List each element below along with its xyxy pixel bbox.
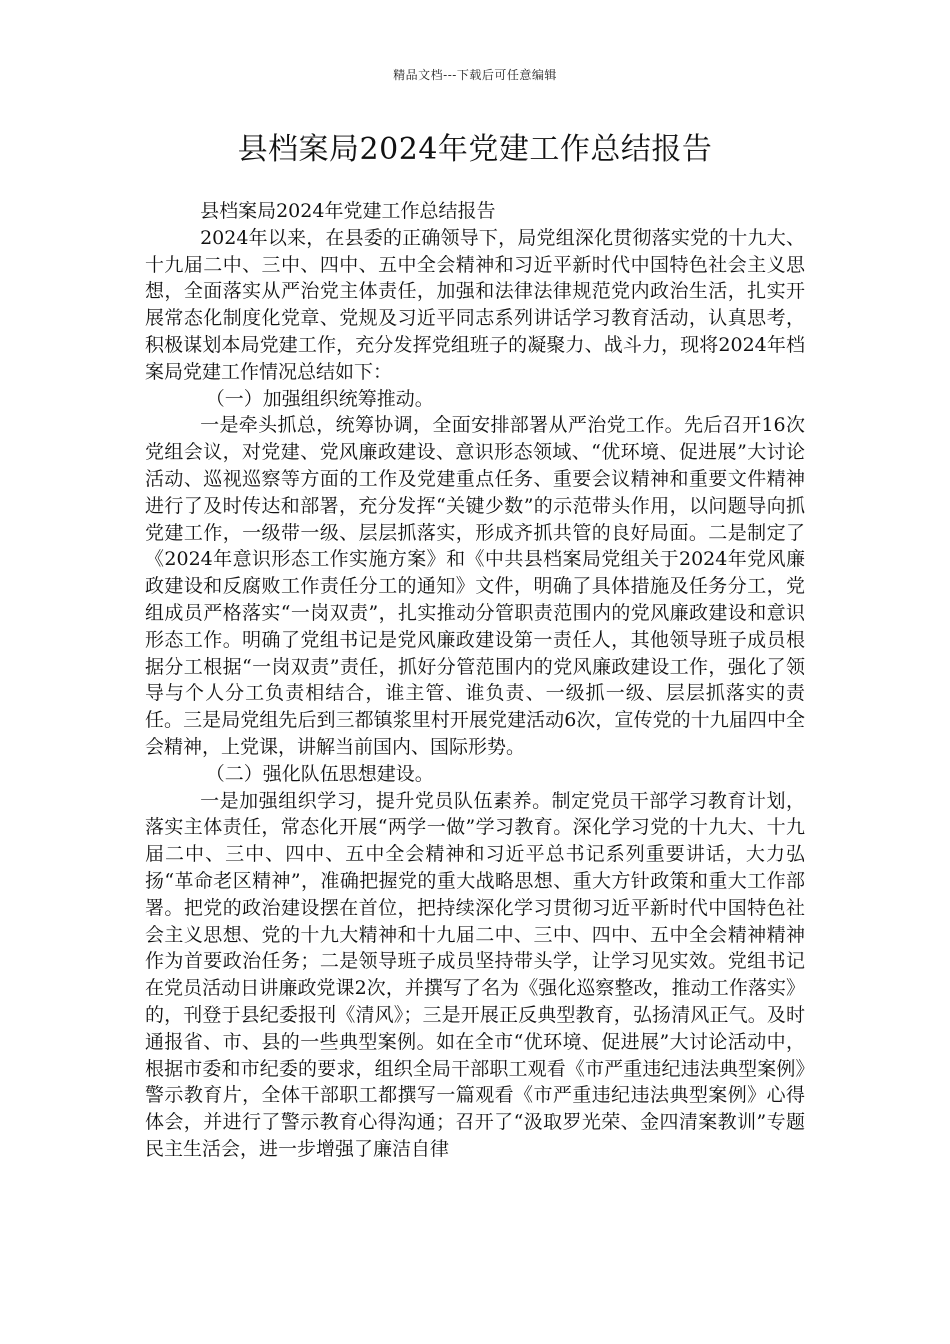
section-heading-2: （二）强化队伍思想建设。 [205,762,434,785]
document-title: 县档案局2024年党建工作总结报告 [237,132,713,167]
document-body [145,198,805,1163]
section-heading-1: （一）加强组织统筹推动。 [205,387,434,410]
paragraph-section-2: 一是加强组织学习，提升党员队伍素养。制定党员干部学习教育计划，落实主体责任，常态化开展“两学一做”学习教育。深化学习党的十九大、十九届二中、三中、四中、五中全会精神和习近平总书记系列重要讲话，大力弘扬“革命老区精神”，准确把握党的重大战略思想、重大方针政策和重大工作部署。把党的政治建设摆在首位，把持续深化学习贯彻习近平新时代中国特色社会主义思想、党的十九大精神和十九届二中、三中、四中、五中全会精神精神作为首要政治任务；二是领导班子成员坚持带头学，让学习见实效。党组书记在党员活动日讲廉政党课2次，并撰写了名为《强化巡察整改，推动工作落实》的，刊登于县纪委报刊《清风》；三是开展正反典型教育，弘扬清风正气。及时通报省、市、县的一些典型案例。如在全市“优环境、促进展”大讨论活动中，根据市委和市纪委的要求，组织全局干部职工观看《市严重违纪违法典型案例》警示教育片，全体干部职工都撰写一篇观看《市严重违纪违法典型案例》心得体会，并进行了警示教育心得沟通；召开了“汲取罗光荣、金四清案教训”专题民主生活会，进一步增强了廉洁自律 [145,789,805,1160]
paragraph-subtitle: 县档案局2024年党建工作总结报告 [200,200,496,222]
paragraph-section-1: 一是牵头抓总，统筹协调，全面安排部署从严治党工作。先后召开16次党组会议，对党建、党风廉政建设、意识形态领域、“优环境、促进展”大讨论活动、巡视巡察等方面的工作及党建重点任务、重要会议精神和重要文件精神进行了及时传达和部署，充分发挥“关键少数”的示范带头作用，以问题导向抓党建工作，一级带一级、层层抓落实，形成齐抓共管的良好局面。二是制定了《2024年意识形态工作实施方案》和《中共县档案局党组关于2024年党风廉政建设和反腐败工作责任分工的通知》文件，明确了具体措施及任务分工，党组成员严格落实“一岗双责”，扎实推动分管职责范围内的党风廉政建设和意识形态工作。明确了党组书记是党风廉政建设第一责任人，其他领导班子成员根据分工根据“一岗双责”责任，抓好分管范围内的党风廉政建设工作，强化了领导与个人分工负责相结合，谁主管、谁负责、一级抓一级、层层抓落实的责任。三是局党组先后到三都镇浆里村开展党建活动6次，宣传党的十九届四中全会精神，上党课，讲解当前国内、国际形势。 [145,414,805,758]
paragraph-intro: 2024年以来，在县委的正确领导下，局党组深化贯彻落实党的十九大、十九届二中、三中、四中、五中全会精神和习近平新时代中国特色社会主义思想，全面落实从严治党主体责任，加强和法律法律规范党内政治生活，扎实开展常态化制度化党章、党规及习近平同志系列讲话学习教育活动，认真思考，积极谋划本局党建工作，充分发挥党组班子的凝聚力、战斗力，现将2024年档案局党建工作情况总结如下： [145,226,805,383]
header-watermark: 精品文档---下载后可任意编辑 [393,68,557,82]
